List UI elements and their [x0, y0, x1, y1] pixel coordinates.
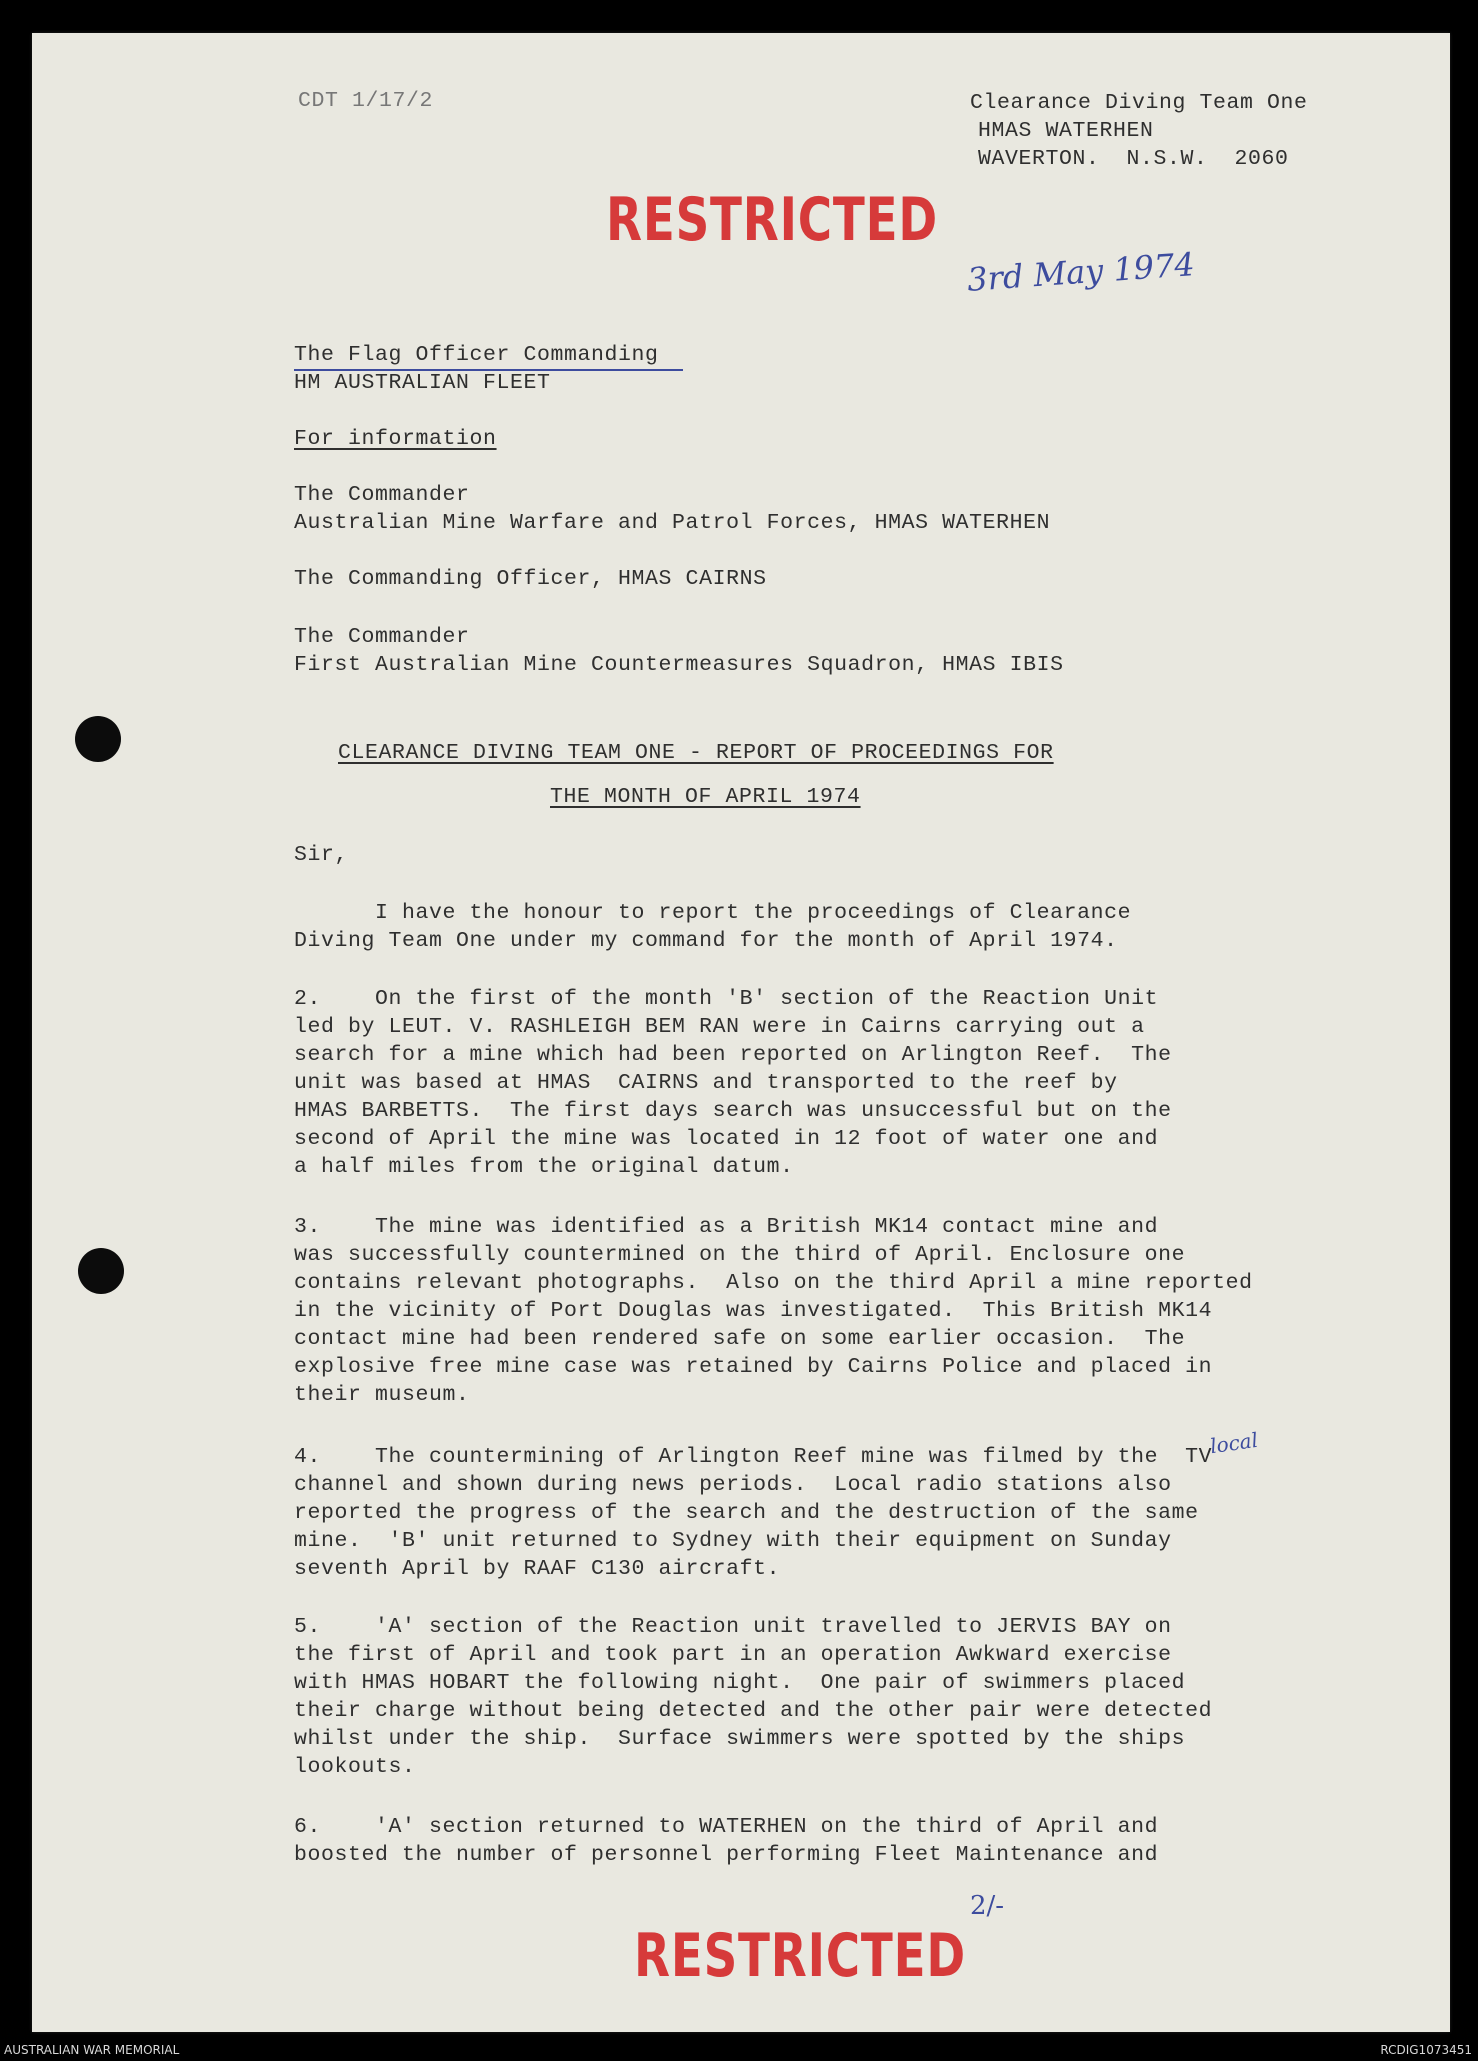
archive-identifier: RCDIG1073451	[1380, 2043, 1472, 2057]
paragraph-2-line-4: unit was based at HMAS CAIRNS and transported to the reef by	[294, 1071, 1118, 1095]
paragraph-2-line-2: led by LEUT. V. RASHLEIGH BEM RAN were in Cairns carrying out a	[294, 1015, 1145, 1039]
paragraph-4-line-4: mine. 'B' unit returned to Sydney with their equipment on Sunday	[294, 1529, 1172, 1553]
info-recipient-3-line-1: The Commander	[294, 625, 470, 649]
paragraph-5-line-1: 5. 'A' section of the Reaction unit travelled to JERVIS BAY on	[294, 1615, 1172, 1639]
salutation: Sir,	[294, 843, 349, 867]
for-information-heading: For information	[294, 427, 497, 451]
sender-address-line-3: WAVERTON. N.S.W. 2060	[978, 147, 1289, 171]
paragraph-6-line-2: boosted the number of personnel performing Fleet Maintenance and	[294, 1843, 1159, 1867]
handwritten-date: 3rd May 1974	[965, 245, 1196, 299]
paragraph-5-line-3: with HMAS HOBART the following night. One pair of swimmers placed	[294, 1671, 1186, 1695]
file-reference: CDT 1/17/2	[298, 89, 434, 113]
subject-line-2: THE MONTH OF APRIL 1974	[550, 785, 861, 809]
punch-hole-upper	[75, 716, 121, 762]
paragraph-3-line-4: in the vicinity of Port Douglas was investigated. This British MK14	[294, 1299, 1213, 1323]
paragraph-3-line-7: their museum.	[294, 1383, 470, 1407]
info-recipient-1-line-1: The Commander	[294, 483, 470, 507]
punch-hole-lower	[78, 1248, 124, 1294]
document-page	[32, 33, 1450, 2032]
paragraph-5-line-6: lookouts.	[294, 1755, 416, 1779]
addressee-line-1: The Flag Officer Commanding	[294, 343, 659, 367]
addressee-line-2: HM AUSTRALIAN FLEET	[294, 371, 551, 395]
info-recipient-2: The Commanding Officer, HMAS CAIRNS	[294, 567, 767, 591]
page-continuation-marker: 2/-	[970, 1891, 1005, 1921]
restricted-stamp-top: RESTRICTED	[606, 185, 938, 255]
restricted-stamp-bottom: RESTRICTED	[634, 1921, 966, 1991]
archive-credit: AUSTRALIAN WAR MEMORIAL	[4, 2043, 180, 2057]
paragraph-1-line-2: Diving Team One under my command for the month of April 1974.	[294, 929, 1118, 953]
paragraph-3-line-5: contact mine had been rendered safe on some earlier occasion. The	[294, 1327, 1186, 1351]
sender-address-line-1: Clearance Diving Team One	[970, 91, 1308, 115]
paragraph-5-line-5: whilst under the ship. Surface swimmers were spotted by the ships	[294, 1727, 1186, 1751]
paragraph-2-line-7: a half miles from the original datum.	[294, 1155, 794, 1179]
paragraph-5-line-2: the first of April and took part in an operation Awkward exercise	[294, 1643, 1172, 1667]
paragraph-1-line-1: I have the honour to report the proceedings of Clearance	[294, 901, 1132, 925]
paragraph-4-line-1: 4. The countermining of Arlington Reef mine was filmed by the TV	[294, 1445, 1213, 1469]
paragraph-4-line-3: reported the progress of the search and the destruction of the same	[294, 1501, 1199, 1525]
subject-line-1: CLEARANCE DIVING TEAM ONE - REPORT OF PROCEEDINGS FOR	[338, 741, 1054, 765]
paragraph-3-line-1: 3. The mine was identified as a British MK14 contact mine and	[294, 1215, 1159, 1239]
info-recipient-3-line-2: First Australian Mine Countermeasures Squadron, HMAS IBIS	[294, 653, 1064, 677]
paragraph-5-line-4: their charge without being detected and the other pair were detected	[294, 1699, 1213, 1723]
paragraph-3-line-3: contains relevant photographs. Also on the third April a mine reported	[294, 1271, 1253, 1295]
handwritten-insertion: local	[1208, 1427, 1260, 1459]
paragraph-2-line-1: 2. On the first of the month 'B' section of the Reaction Unit	[294, 987, 1159, 1011]
paragraph-4-line-5: seventh April by RAAF C130 aircraft.	[294, 1557, 781, 1581]
paragraph-3-line-2: was successfully countermined on the third of April. Enclosure one	[294, 1243, 1186, 1267]
paragraph-4-line-2: channel and shown during news periods. Local radio stations also	[294, 1473, 1172, 1497]
paragraph-6-line-1: 6. 'A' section returned to WATERHEN on the third of April and	[294, 1815, 1159, 1839]
paragraph-2-line-5: HMAS BARBETTS. The first days search was unsuccessful but on the	[294, 1099, 1172, 1123]
paragraph-2-line-3: search for a mine which had been reported on Arlington Reef. The	[294, 1043, 1172, 1067]
sender-address-line-2: HMAS WATERHEN	[978, 119, 1154, 143]
info-recipient-1-line-2: Australian Mine Warfare and Patrol Forces, HMAS WATERHEN	[294, 511, 1051, 535]
paragraph-2-line-6: second of April the mine was located in 12 foot of water one and	[294, 1127, 1159, 1151]
paragraph-3-line-6: explosive free mine case was retained by Cairns Police and placed in	[294, 1355, 1213, 1379]
